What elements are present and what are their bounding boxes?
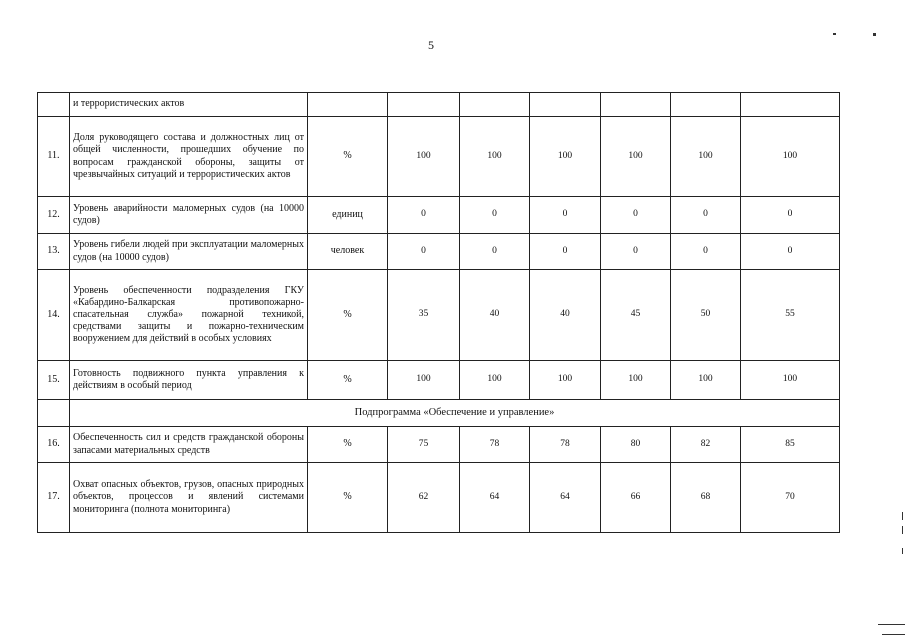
value-cell: 0 (530, 234, 601, 270)
value-cell (741, 93, 840, 117)
indicator-name: Обеспеченность сил и средств гражданской обороны запасами материальных средств (70, 427, 308, 463)
scan-mark (902, 548, 903, 554)
value-cell: 0 (671, 197, 741, 234)
value-cell: 40 (460, 270, 530, 361)
value-cell (388, 93, 460, 117)
value-cell: 100 (601, 361, 671, 400)
table-row (38, 197, 840, 234)
row-number (38, 93, 70, 117)
value-cell: 100 (460, 361, 530, 400)
row-number: 17. (38, 463, 70, 533)
value-cell: 70 (741, 463, 840, 533)
scan-mark (873, 33, 876, 36)
indicator-name: Охват опасных объектов, грузов, опасных природных объектов, процессов и явлений системами мониторинга (полнота мониторинга) (70, 463, 308, 533)
value-cell (601, 93, 671, 117)
value-cell: 85 (741, 427, 840, 463)
row-number (38, 400, 70, 427)
value-cell: 0 (741, 234, 840, 270)
indicator-name: и террористических актов (70, 93, 308, 117)
table-row (38, 361, 840, 400)
value-cell: 40 (530, 270, 601, 361)
row-number: 11. (38, 117, 70, 197)
value-cell: 0 (388, 234, 460, 270)
value-cell: 64 (460, 463, 530, 533)
table-row (38, 234, 840, 270)
value-cell: 100 (388, 361, 460, 400)
value-cell: 35 (388, 270, 460, 361)
row-number: 15. (38, 361, 70, 400)
value-cell: 0 (388, 197, 460, 234)
unit-cell: % (308, 463, 388, 533)
table-row (38, 463, 840, 533)
row-number: 14. (38, 270, 70, 361)
value-cell: 100 (671, 117, 741, 197)
row-number: 12. (38, 197, 70, 234)
unit-cell: человек (308, 234, 388, 270)
value-cell: 100 (671, 361, 741, 400)
value-cell: 66 (601, 463, 671, 533)
value-cell (460, 93, 530, 117)
value-cell: 0 (741, 197, 840, 234)
indicator-name: Уровень обеспеченности подразделения ГКУ «Кабардино-Балкарская противопожарно-спасательная служба» пожарной техникой, средствами защиты и пожарно-техническим вооружением для действий в особых условиях (70, 270, 308, 361)
value-cell: 64 (530, 463, 601, 533)
value-cell: 0 (460, 197, 530, 234)
section-row (38, 400, 840, 427)
value-cell: 78 (530, 427, 601, 463)
value-cell: 62 (388, 463, 460, 533)
value-cell: 100 (530, 117, 601, 197)
value-cell: 45 (601, 270, 671, 361)
value-cell (530, 93, 601, 117)
indicators-table (37, 92, 840, 533)
value-cell: 100 (530, 361, 601, 400)
value-cell: 0 (530, 197, 601, 234)
value-cell: 0 (601, 234, 671, 270)
value-cell: 100 (741, 117, 840, 197)
value-cell: 82 (671, 427, 741, 463)
value-cell: 55 (741, 270, 840, 361)
table-row (38, 270, 840, 361)
unit-cell: % (308, 117, 388, 197)
indicator-name: Уровень аварийности маломерных судов (на 10000 судов) (70, 197, 308, 234)
value-cell (671, 93, 741, 117)
table-row (38, 117, 840, 197)
row-number: 16. (38, 427, 70, 463)
unit-cell: % (308, 270, 388, 361)
value-cell: 78 (460, 427, 530, 463)
value-cell: 100 (601, 117, 671, 197)
scan-mark (878, 624, 905, 625)
scan-mark (882, 634, 905, 635)
unit-cell: % (308, 361, 388, 400)
value-cell: 100 (460, 117, 530, 197)
value-cell: 0 (671, 234, 741, 270)
section-title: Подпрограмма «Обеспечение и управление» (70, 400, 840, 427)
indicator-name: Уровень гибели людей при эксплуатации маломерных судов (на 10000 судов) (70, 234, 308, 270)
unit-cell: % (308, 427, 388, 463)
page-number: 5 (428, 38, 434, 52)
unit-cell: единиц (308, 197, 388, 234)
table-row (38, 93, 840, 117)
value-cell: 100 (388, 117, 460, 197)
value-cell: 50 (671, 270, 741, 361)
value-cell: 0 (460, 234, 530, 270)
scan-mark (902, 526, 903, 534)
value-cell: 80 (601, 427, 671, 463)
value-cell: 0 (601, 197, 671, 234)
value-cell: 68 (671, 463, 741, 533)
indicator-name: Готовность подвижного пункта управления к действиям в особый период (70, 361, 308, 400)
scan-mark (833, 33, 836, 35)
value-cell: 75 (388, 427, 460, 463)
indicator-name: Доля руководящего состава и должностных лиц от общей численности, прошедших обучение по вопросам гражданской обороны, защиты от чрезвычайных ситуаций и террористических актов (70, 117, 308, 197)
table-row (38, 427, 840, 463)
unit-cell (308, 93, 388, 117)
scan-mark (902, 512, 903, 520)
value-cell: 100 (741, 361, 840, 400)
row-number: 13. (38, 234, 70, 270)
